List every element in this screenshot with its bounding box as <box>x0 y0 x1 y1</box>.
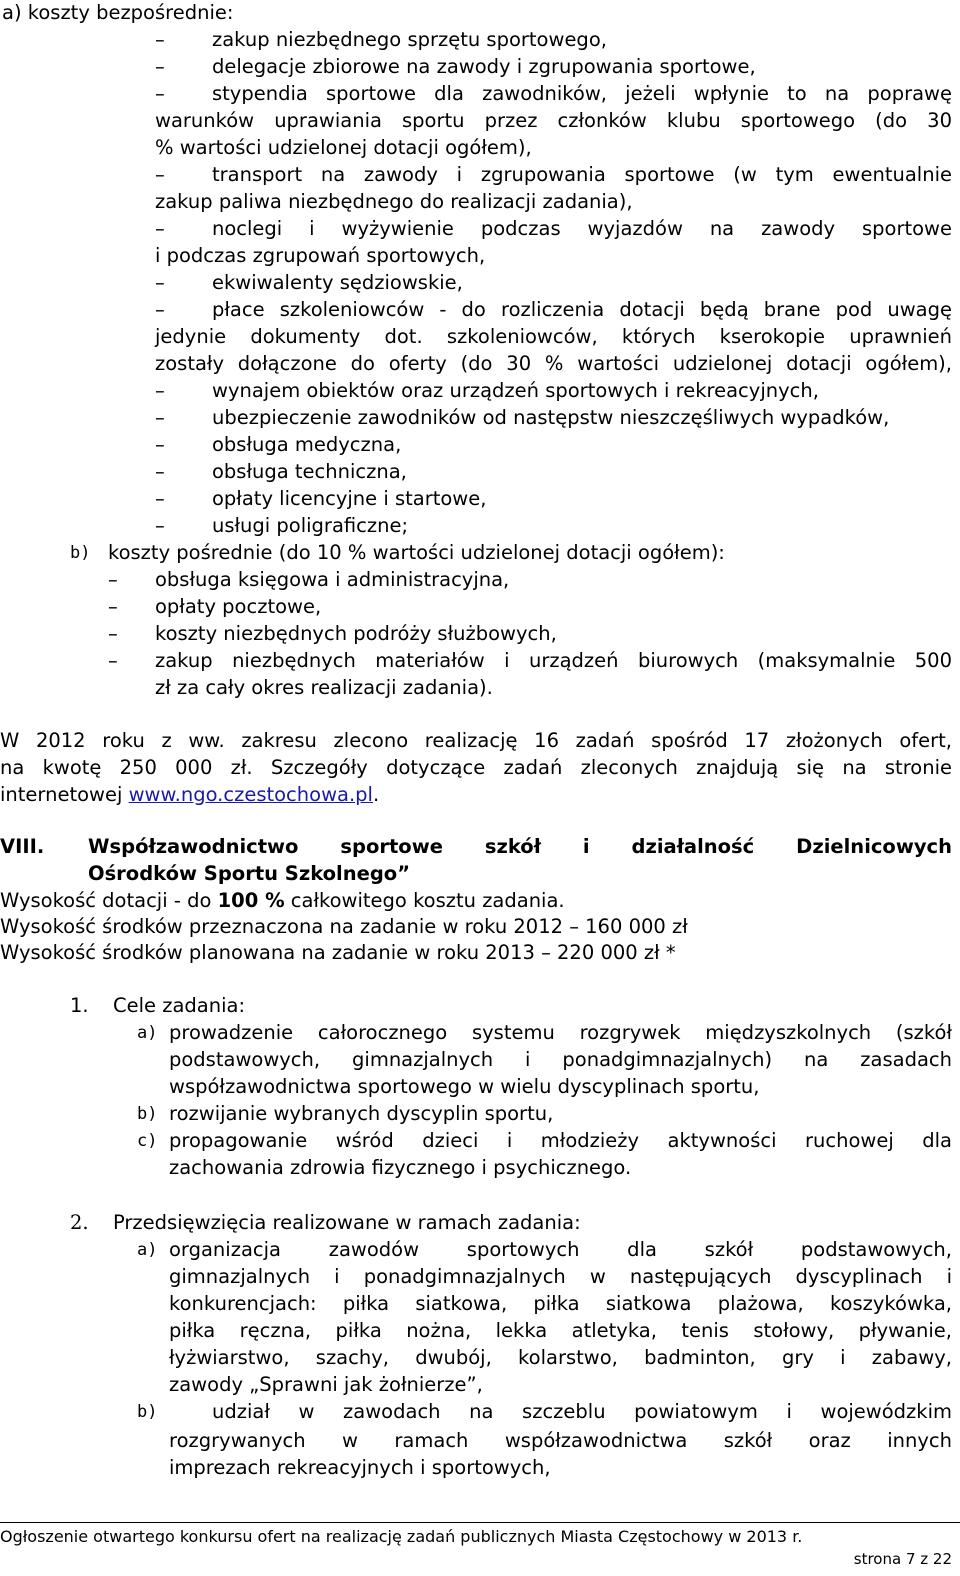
action-marker: a) <box>137 1240 158 1260</box>
goal-item: propagowanie wśród dzieci i młodzieży aktywności ruchowej dla <box>169 1129 952 1152</box>
dash-bullet: – <box>155 217 165 240</box>
section-title: Współzawodnictwo sportowe szkół i działalność Dzielnicowych <box>88 835 952 858</box>
list-item-cont: zakup paliwa niezbędnego do realizacji zadania), <box>155 190 633 213</box>
grant-text: Wysokość dotacji - do <box>0 889 218 912</box>
list-item-cont: i podczas zgrupowań sportowych, <box>155 244 486 267</box>
goal-marker: a) <box>137 1023 158 1043</box>
list-item: usługi poligraficzne; <box>212 514 409 537</box>
action-item: organizacja zawodów sportowych dla szkół podstawowych, <box>169 1238 952 1261</box>
action-item-cont: zawody „Sprawni jak żołnierze”, <box>169 1373 483 1396</box>
action-item-cont: rozgrywanych w ramach współzawodnictwa szkół oraz innych <box>169 1429 952 1452</box>
actions-heading: Przedsięwzięcia realizowane w ramach zadania: <box>113 1211 581 1234</box>
dash-bullet: – <box>155 406 165 429</box>
dash-bullet: – <box>155 514 165 537</box>
section-b-heading: koszty pośrednie (do 10 % wartości udzielonej dotacji ogółem): <box>108 541 725 564</box>
list-item: obsługa techniczna, <box>212 460 407 483</box>
action-marker: b) <box>137 1402 158 1422</box>
summary-text: internetowej <box>0 783 129 806</box>
dash-bullet: – <box>155 55 165 78</box>
dash-bullet: – <box>155 163 165 186</box>
goal-item-cont: zachowania zdrowia fizycznego i psychicznego. <box>169 1156 632 1179</box>
section-b-marker: b) <box>70 543 91 563</box>
action-item-cont: gimnazjalnych i ponadgimnazjalnych w następujących dyscyplinach i <box>169 1265 952 1288</box>
goals-number: 1. <box>70 994 89 1017</box>
page-label: z <box>915 1550 933 1568</box>
list-item-cont: jedynie dokumenty dot. szkoleniowców, których kserokopie uprawnień <box>155 325 952 348</box>
dash-bullet: – <box>155 487 165 510</box>
list-item-cont: % wartości udzielonej dotacji ogółem), <box>155 136 532 159</box>
dash-bullet: – <box>155 379 165 402</box>
section-title-cont: Ośrodków Sportu Szkolnego” <box>88 862 411 885</box>
footer-text: Ogłoszenie otwartego konkursu ofert na realizację zadań publicznych Miasta Częstochowy w 2013 r. <box>0 1527 803 1546</box>
page-total: 22 <box>932 1550 952 1568</box>
dash-bullet: – <box>108 649 118 672</box>
dash-bullet: – <box>155 460 165 483</box>
goals-heading: Cele zadania: <box>113 994 246 1017</box>
dash-bullet: – <box>155 433 165 456</box>
footer-rule <box>0 1522 960 1523</box>
list-item: wynajem obiektów oraz urządzeń sportowych i rekreacyjnych, <box>212 379 819 402</box>
list-item: zakup niezbędnych materiałów i urządzeń biurowych (maksymalnie 500 <box>155 649 952 672</box>
dash-bullet: – <box>108 622 118 645</box>
list-item: obsługa medyczna, <box>212 433 402 456</box>
action-item-cont: piłka ręczna, piłka nożna, lekka atletyka, tenis stołowy, pływanie, <box>169 1319 952 1342</box>
list-item-cont: warunków uprawiania sportu przez członków klubu sportowego (do 30 <box>155 109 952 132</box>
list-item: noclegi i wyżywienie podczas wyjazdów na zawody sportowe <box>212 217 952 240</box>
ngo-website-link[interactable]: www.ngo.czestochowa.pl <box>128 783 373 806</box>
dash-bullet: – <box>155 82 165 105</box>
dash-bullet: – <box>155 28 165 51</box>
goal-item: rozwijanie wybranych dyscyplin sportu, <box>169 1102 554 1125</box>
goal-marker: c) <box>137 1131 158 1151</box>
list-item: płace szkoleniowców - do rozliczenia dotacji będą brane pod uwagę <box>212 298 952 321</box>
list-item: ekwiwalenty sędziowskie, <box>212 271 463 294</box>
list-item: obsługa księgowa i administracyjna, <box>155 568 510 591</box>
action-item-cont: konkurencjach: piłka siatkowa, piłka siatkowa plażowa, koszykówka, <box>169 1292 952 1315</box>
section-a-heading: a) koszty bezpośrednie: <box>2 1 234 24</box>
list-item: transport na zawody i zgrupowania sportowe (w tym ewentualnie <box>212 163 952 186</box>
list-item: zakup niezbędnego sprzętu sportowego, <box>212 28 607 51</box>
page-number <box>854 1549 952 1569</box>
list-item: koszty niezbędnych podróży służbowych, <box>155 622 557 645</box>
page-label: strona <box>853 1550 906 1568</box>
summary-line: na kwotę 250 000 zł. Szczegóły dotyczące zadań zleconych znajdują się na stronie <box>0 756 952 779</box>
page-current: 7 <box>905 1550 916 1568</box>
summary-line <box>0 782 379 808</box>
dash-bullet: – <box>108 595 118 618</box>
actions-number: 2. <box>70 1211 89 1234</box>
goal-item: prowadzenie całorocznego systemu rozgrywek międzyszkolnych (szkół <box>169 1021 952 1044</box>
list-item: opłaty pocztowe, <box>155 595 322 618</box>
action-item-cont: imprezach rekreacyjnych i sportowych, <box>169 1456 551 1479</box>
section-numeral: VIII. <box>0 835 45 858</box>
list-item-cont: zł za cały okres realizacji zadania). <box>155 676 493 699</box>
dash-bullet: – <box>155 298 165 321</box>
dash-bullet: – <box>155 271 165 294</box>
list-item: ubezpieczenie zawodników od następstw nieszczęśliwych wypadków, <box>212 406 890 429</box>
list-item-cont: zostały dołączone do oferty (do 30 % wartości udzielonej dotacji ogółem), <box>155 352 952 375</box>
grant-text: całkowitego kosztu zadania. <box>284 889 565 912</box>
funds-2012: Wysokość środków przeznaczona na zadanie w roku 2012 – 160 000 zł <box>0 915 688 938</box>
summary-text: . <box>372 783 380 806</box>
action-item-cont: łyżwiarstwo, szachy, dwubój, kolarstwo, badminton, gry i zabawy, <box>169 1346 952 1369</box>
list-item: stypendia sportowe dla zawodników, jeżeli wpłynie to na poprawę <box>212 82 952 105</box>
goal-item-cont: współzawodnictwa sportowego w wielu dyscyplinach sportu, <box>169 1075 760 1098</box>
goal-marker: b) <box>137 1104 158 1124</box>
goal-item-cont: podstawowych, gimnazjalnych i ponadgimnazjalnych) na zasadach <box>169 1048 952 1071</box>
dash-bullet: – <box>108 568 118 591</box>
summary-line: W 2012 roku z ww. zakresu zlecono realizację 16 zadań spośród 17 złożonych ofert, <box>0 729 952 752</box>
grant-value: 100 % <box>217 889 285 912</box>
funds-2013: Wysokość środków planowana na zadanie w roku 2013 – 220 000 zł * <box>0 941 676 964</box>
grant-level <box>0 888 565 914</box>
list-item: opłaty licencyjne i startowe, <box>212 487 487 510</box>
action-item: udział w zawodach na szczeblu powiatowym i wojewódzkim <box>212 1400 952 1423</box>
list-item: delegacje zbiorowe na zawody i zgrupowania sportowe, <box>212 55 756 78</box>
